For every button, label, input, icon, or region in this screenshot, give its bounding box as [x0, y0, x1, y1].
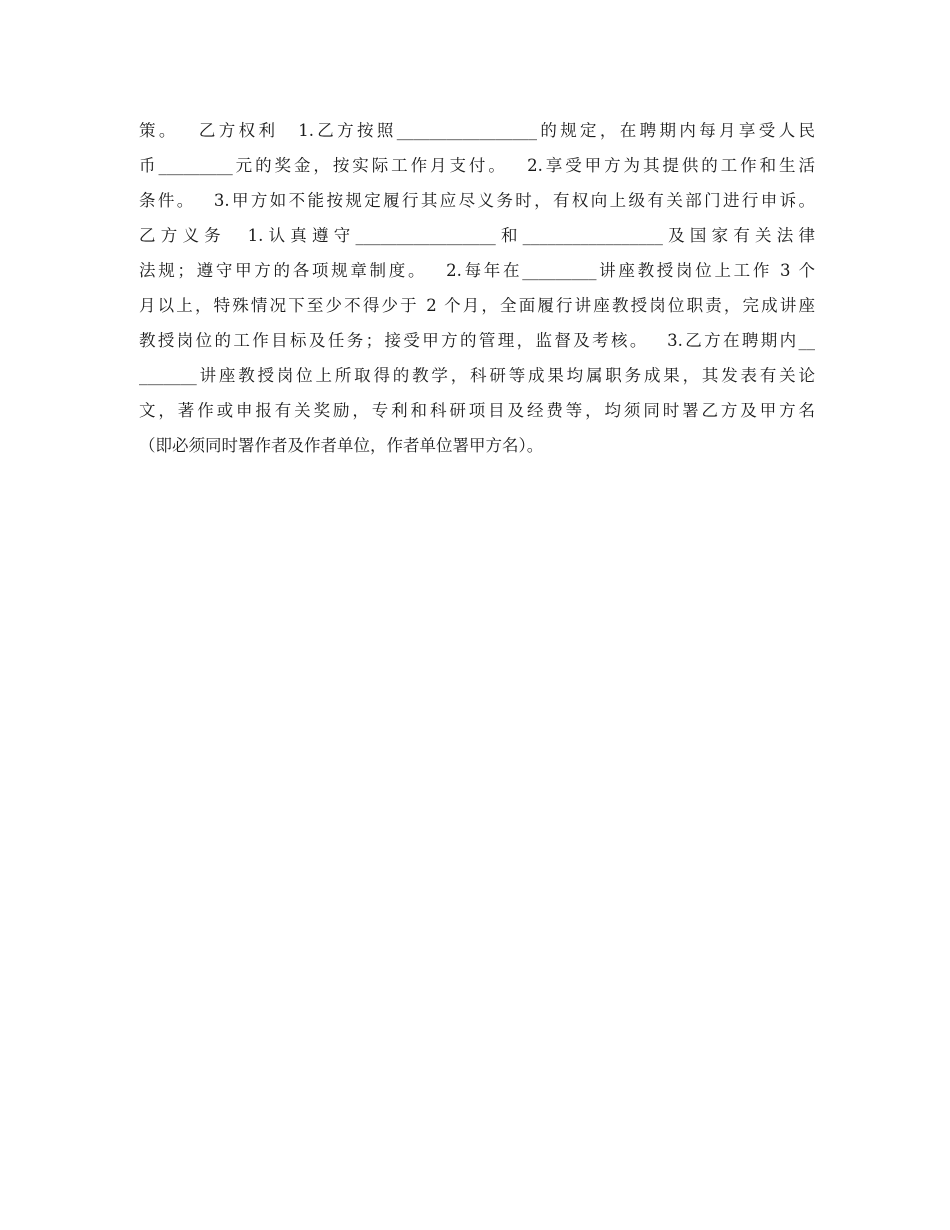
text-line-8: _______讲座教授岗位上所取得的教学，科研等成果均属职务成果，其发表有关论: [139, 366, 815, 385]
contract-text-block: [139, 113, 815, 463]
text-line-5: 法规；遵守甲方的各项规章制度。 2.每年在_________讲座教授岗位上工作 3 个: [139, 261, 815, 280]
text-line-7: 教授岗位的工作目标及任务；接受甲方的管理，监督及考核。 3.乙方在聘期内__: [139, 331, 815, 350]
text-line-4: 乙方义务 1.认真遵守_________________和_________________及国家有关法律: [139, 226, 815, 245]
text-line-6: 月以上，特殊情况下至少不得少于 2 个月，全面履行讲座教授岗位职责，完成讲座: [139, 296, 815, 315]
text-line-3: 条件。 3.甲方如不能按规定履行其应尽义务时，有权向上级有关部门进行申诉。: [139, 191, 815, 210]
text-line-9: 文，著作或申报有关奖励，专利和科研项目及经费等，均须同时署乙方及甲方名: [139, 401, 815, 420]
text-line-2: 币_________元的奖金，按实际工作月支付。 2.享受甲方为其提供的工作和生活: [139, 156, 815, 175]
text-line-1: 策。 乙方权利 1.乙方按照_________________的规定，在聘期内每月享受人民: [139, 121, 815, 140]
text-line-10: （即必须同时署作者及作者单位，作者单位署甲方名）。: [139, 436, 544, 455]
